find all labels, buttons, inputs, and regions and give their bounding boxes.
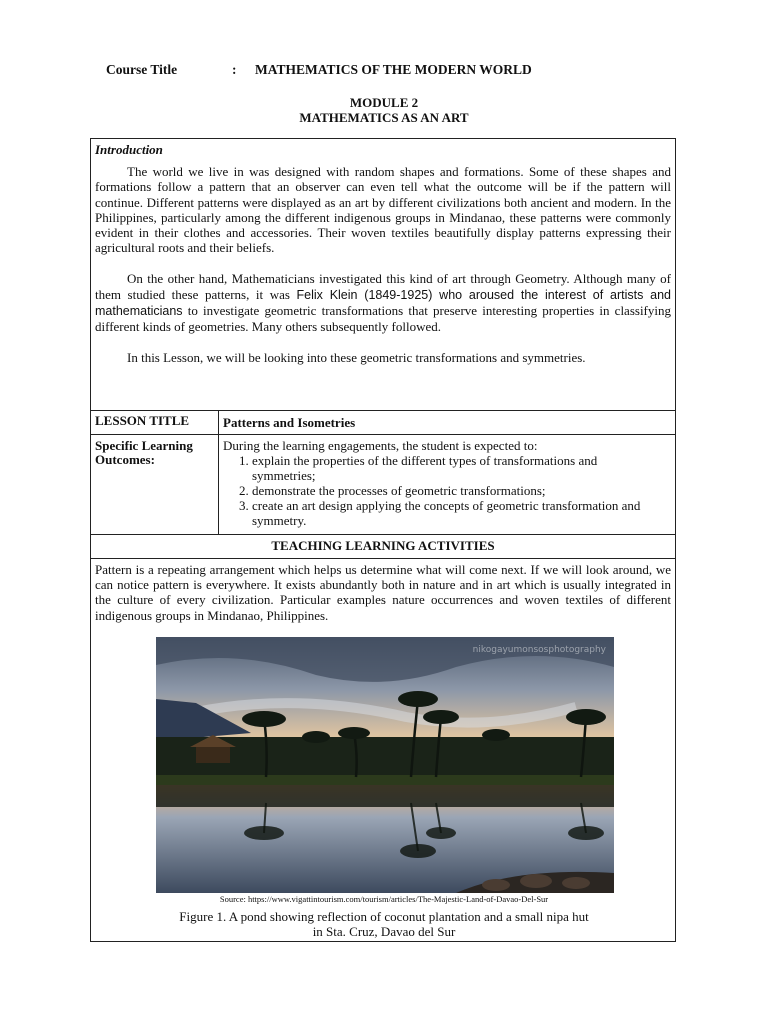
course-title-line (106, 62, 532, 78)
intro-paragraph-3: In this Lesson, we will be looking into these geometric transformations and symmetries. (127, 350, 586, 366)
course-name: MATHEMATICS OF THE MODERN WORLD (255, 62, 532, 77)
outcome-item: 3. create an art design applying the concepts of geometric transformation and symmetry. (252, 498, 663, 528)
outcome-item: 2. demonstrate the processes of geometric transformations; (252, 483, 663, 498)
module-number: MODULE 2 (349, 95, 419, 110)
module-table (90, 138, 676, 942)
felix-klein-text: Felix Klein (1849-1925) who aroused the interest of artists and mathematicians (95, 287, 672, 318)
introduction-section (95, 142, 671, 365)
introduction-label: Introduction (95, 142, 163, 157)
figure-caption (91, 909, 677, 939)
pattern-paragraph: Pattern is a repeating arrangement which helps us determine what will come next. If we will look around, we can notice pattern is everywhere. It exists abundantly both in nature and in art which is usually integrated in the culture of every civilization. Particular examples nature occurrences and woven textiles of different indigenous groups in Mindanao, Philippines. (95, 562, 671, 623)
course-title-label: Course Title (106, 62, 178, 77)
activities-heading: TEACHING LEARNING ACTIVITIES (271, 538, 495, 553)
figure-caption-line-1: Figure 1. A pond showing reflection of coconut plantation and a small nipa hut (179, 909, 589, 924)
lesson-title-value: Patterns and Isometries (223, 415, 356, 430)
figure-source: Source: https://www.vigattintourism.com/tourism/articles/The-Majestic-Land-of-Davao-Del-Sur (219, 894, 549, 904)
outcomes-intro: During the learning engagements, the student is expected to: (223, 438, 538, 453)
intro-paragraph-2-start: On the other hand, Mathematicians investigated this kind of art through Geometry. Although many of them studied these patterns, it was (95, 271, 671, 302)
outcomes-block (223, 438, 663, 528)
module-title: MATHEMATICS AS AN ART (299, 110, 469, 125)
lesson-title-label: LESSON TITLE (95, 413, 190, 428)
intro-paragraph-2-end: to investigate geometric transformations that preserve interesting properties in classifying different kinds of geometries. Many others subsequently followed. (95, 302, 671, 335)
figure-caption-line-2: in Sta. Cruz, Davao del Sur (312, 924, 456, 939)
divider-activities-top (91, 534, 675, 535)
module-heading (0, 95, 768, 125)
divider-outcomes-top (91, 434, 675, 435)
divider-activities-bottom (91, 558, 675, 559)
course-title-colon: : (232, 62, 237, 77)
photo-watermark: nikogayumonsosphotography (472, 645, 606, 655)
pond-photo (156, 637, 614, 893)
divider-lesson-top (91, 410, 675, 411)
outcomes-list (223, 453, 663, 528)
intro-paragraph-1: The world we live in was designed with random shapes and formations. Some of these shapes and formations follow a pattern that an observer can even tell what the outcome will be if the pattern will continue. Different patterns were displayed as an art by different civilizations both ancient and modern. In the Philippines, particularly among the different indigenous groups in Mindanao, these patterns were commonly evident in their clothes and accessories. Their woven textiles beautifully display patterns expressing their agricultural roots and their beliefs. (95, 164, 671, 256)
lesson-column-divider (218, 410, 219, 534)
outcome-item: 1. explain the properties of the different types of transformations and symmetries; (252, 453, 663, 483)
intro-paragraph-2 (95, 271, 671, 334)
outcomes-label: Specific Learning Outcomes: (95, 438, 193, 467)
